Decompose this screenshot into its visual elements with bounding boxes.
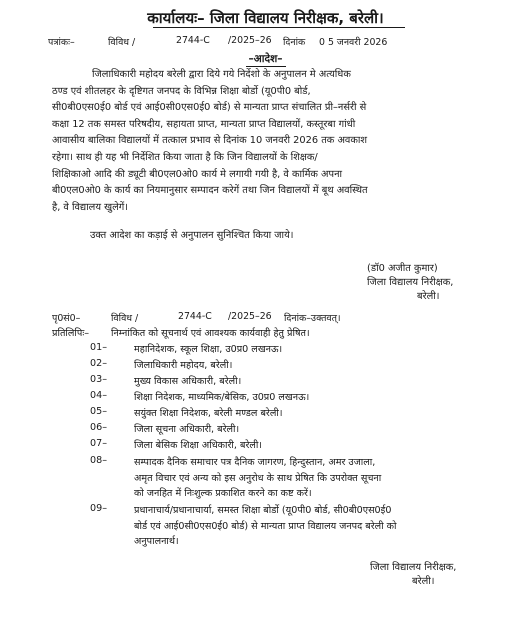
copy-label: प्रतिलिपिः– xyxy=(52,328,90,339)
body-line: कक्षा 12 तक समस्त परिषदीय, सहायता प्राप्त, मान्यता प्राप्त विद्यालयों, कस्तूरबा गांधी xyxy=(52,118,356,130)
endorsement-label: पृ0सं0– xyxy=(52,313,81,324)
copy-intro: निम्नांकित को सूचनार्थ एवं आवश्यक कार्यवाही हेतु प्रेषित। xyxy=(111,328,310,339)
order-heading: –आदेश– xyxy=(248,53,283,65)
copy-item-number: 08– xyxy=(90,455,108,466)
order-body xyxy=(52,67,498,216)
copy-item-line: अमृत विचार एवं अन्य को इस अनुरोध के साथ प्रेषित कि उपरोक्त सूचना xyxy=(134,472,382,484)
signatory-designation: जिला विद्यालय निरीक्षक, xyxy=(367,277,454,288)
copy-item-text: शिक्षा निदेशक, माध्यमिक/बेसिक, उ0प्र0 लखनऊ। xyxy=(134,392,310,403)
ref-session: /2025–26 xyxy=(228,35,272,46)
copy-item-text: जिलाधिकारी महोदय, बरेली। xyxy=(134,360,233,371)
copy-item-number: 05– xyxy=(90,406,108,417)
ref-date: 0 5 जनवरी 2026 xyxy=(319,37,388,48)
copy-item-text: जिला सूचना अधिकारी, बरेली। xyxy=(134,424,240,435)
office-title: कार्यालयः– जिला विद्यालय निरीक्षक, बरेली। xyxy=(147,9,384,27)
copy-item-text: सयुंक्त शिक्षा निदेशक, बरेली मण्डल बरेली। xyxy=(134,408,283,419)
closing-designation: जिला विद्यालय निरीक्षक, xyxy=(370,562,457,573)
ref-code: 2744-C xyxy=(176,35,210,46)
copy-item-text: जिला बेसिक शिक्षा अधिकारी, बरेली। xyxy=(134,440,263,451)
copy-item-text xyxy=(134,455,381,502)
ref-category: विविध / xyxy=(108,37,136,48)
copy-item-text: मुख्य विकास अधिकारी, बरेली। xyxy=(134,376,242,387)
body-line: सी0बी0एस0ई0 बोर्ड एवं आई0सी0एस0ई0 बोर्ड) से मान्यता प्राप्त संचालित प्री–नर्सरी से xyxy=(52,102,367,114)
body-line: रहेगा। साथ ही यह भी निर्देशित किया जाता है कि जिन विद्यालयों के शिक्षक/ xyxy=(52,151,318,163)
title-underline xyxy=(153,27,405,28)
copy-item-number: 07– xyxy=(90,438,108,449)
copy-item-line: को जनहित में निःशुल्क प्रकाशित करने का कष्ट करें। xyxy=(134,488,312,499)
copy-item-line: अनुपालनार्थ। xyxy=(134,536,179,547)
ref-date-label: दिनांक xyxy=(283,37,306,48)
copy-item-number: 03– xyxy=(90,374,108,385)
copy-item-number: 01– xyxy=(90,342,108,353)
endorsement-date: दिनांक–उक्तवत्। xyxy=(284,313,341,324)
copy-item-line: बोर्ड एवं आई0सी0एस0ई0 बोर्ड) से मान्यता प्राप्त विद्यालय जनपद बरेली को xyxy=(134,520,397,532)
endorsement-session: /2025–26 xyxy=(228,311,272,322)
copy-item-line: प्रधानाचार्य/प्रधानाचार्या, समस्त शिक्षा बोर्डो (यू0पी0 बोर्ड, सी0बी0एस0ई0 xyxy=(134,505,392,516)
endorsement-category: विविध / xyxy=(111,313,139,324)
body-line: बी0एल0ओ0 के कार्य का नियमानुसार सम्पादन करेगें तथा जिन विद्यालयों में बूथ अवस्थित xyxy=(52,185,368,197)
body-line: शिक्षिकाओ आदि की ड्यूटी बी0एल0ओ0 कार्य मे लगायी गयी है, वे कार्मिक अपना xyxy=(52,168,343,180)
copy-item-number: 04– xyxy=(90,390,108,401)
closing-place: बरेली। xyxy=(412,576,435,587)
copy-item-number: 09– xyxy=(90,503,108,514)
body-line: जिलाधिकारी महोदय बरेली द्वारा दिये गये निर्देशो के अनुपालन मे अत्यधिक xyxy=(92,69,351,80)
copy-item-number: 02– xyxy=(90,358,108,369)
endorsement-code: 2744-C xyxy=(178,311,212,322)
copy-item-number: 06– xyxy=(90,422,108,433)
signatory-place: बरेली। xyxy=(417,291,440,302)
ref-label: पत्रांकः– xyxy=(48,37,75,48)
signatory-name: (डॉ0 अजीत कुमार) xyxy=(367,263,438,274)
copy-item-line: सम्पादक दैनिक समाचार पत्र दैनिक जागरण, हिन्दुस्तान, अमर उजाला, xyxy=(134,457,376,468)
copy-item-text xyxy=(134,503,397,550)
body-line: आवासीय बालिका विद्यालयों में तत्काल प्रभाव से दिनांक 10 जनवरी 2026 तक अवकाश xyxy=(52,135,368,147)
compliance-line: उक्त आदेश का कड़ाई से अनुपालन सुनिश्चित किया जाये। xyxy=(90,230,294,241)
body-line: है, वे विद्यालय खुलेगें। xyxy=(52,201,129,213)
body-line: ठण्ड एवं शीतलहर के दृष्टिगत जनपद के विभिन्न शिक्षा बोर्डो (यू0पी0 बोर्ड, xyxy=(52,85,311,97)
copy-item-text: महानिदेशक, स्कूल शिक्षा, उ0प्र0 लखनऊ। xyxy=(134,344,283,355)
